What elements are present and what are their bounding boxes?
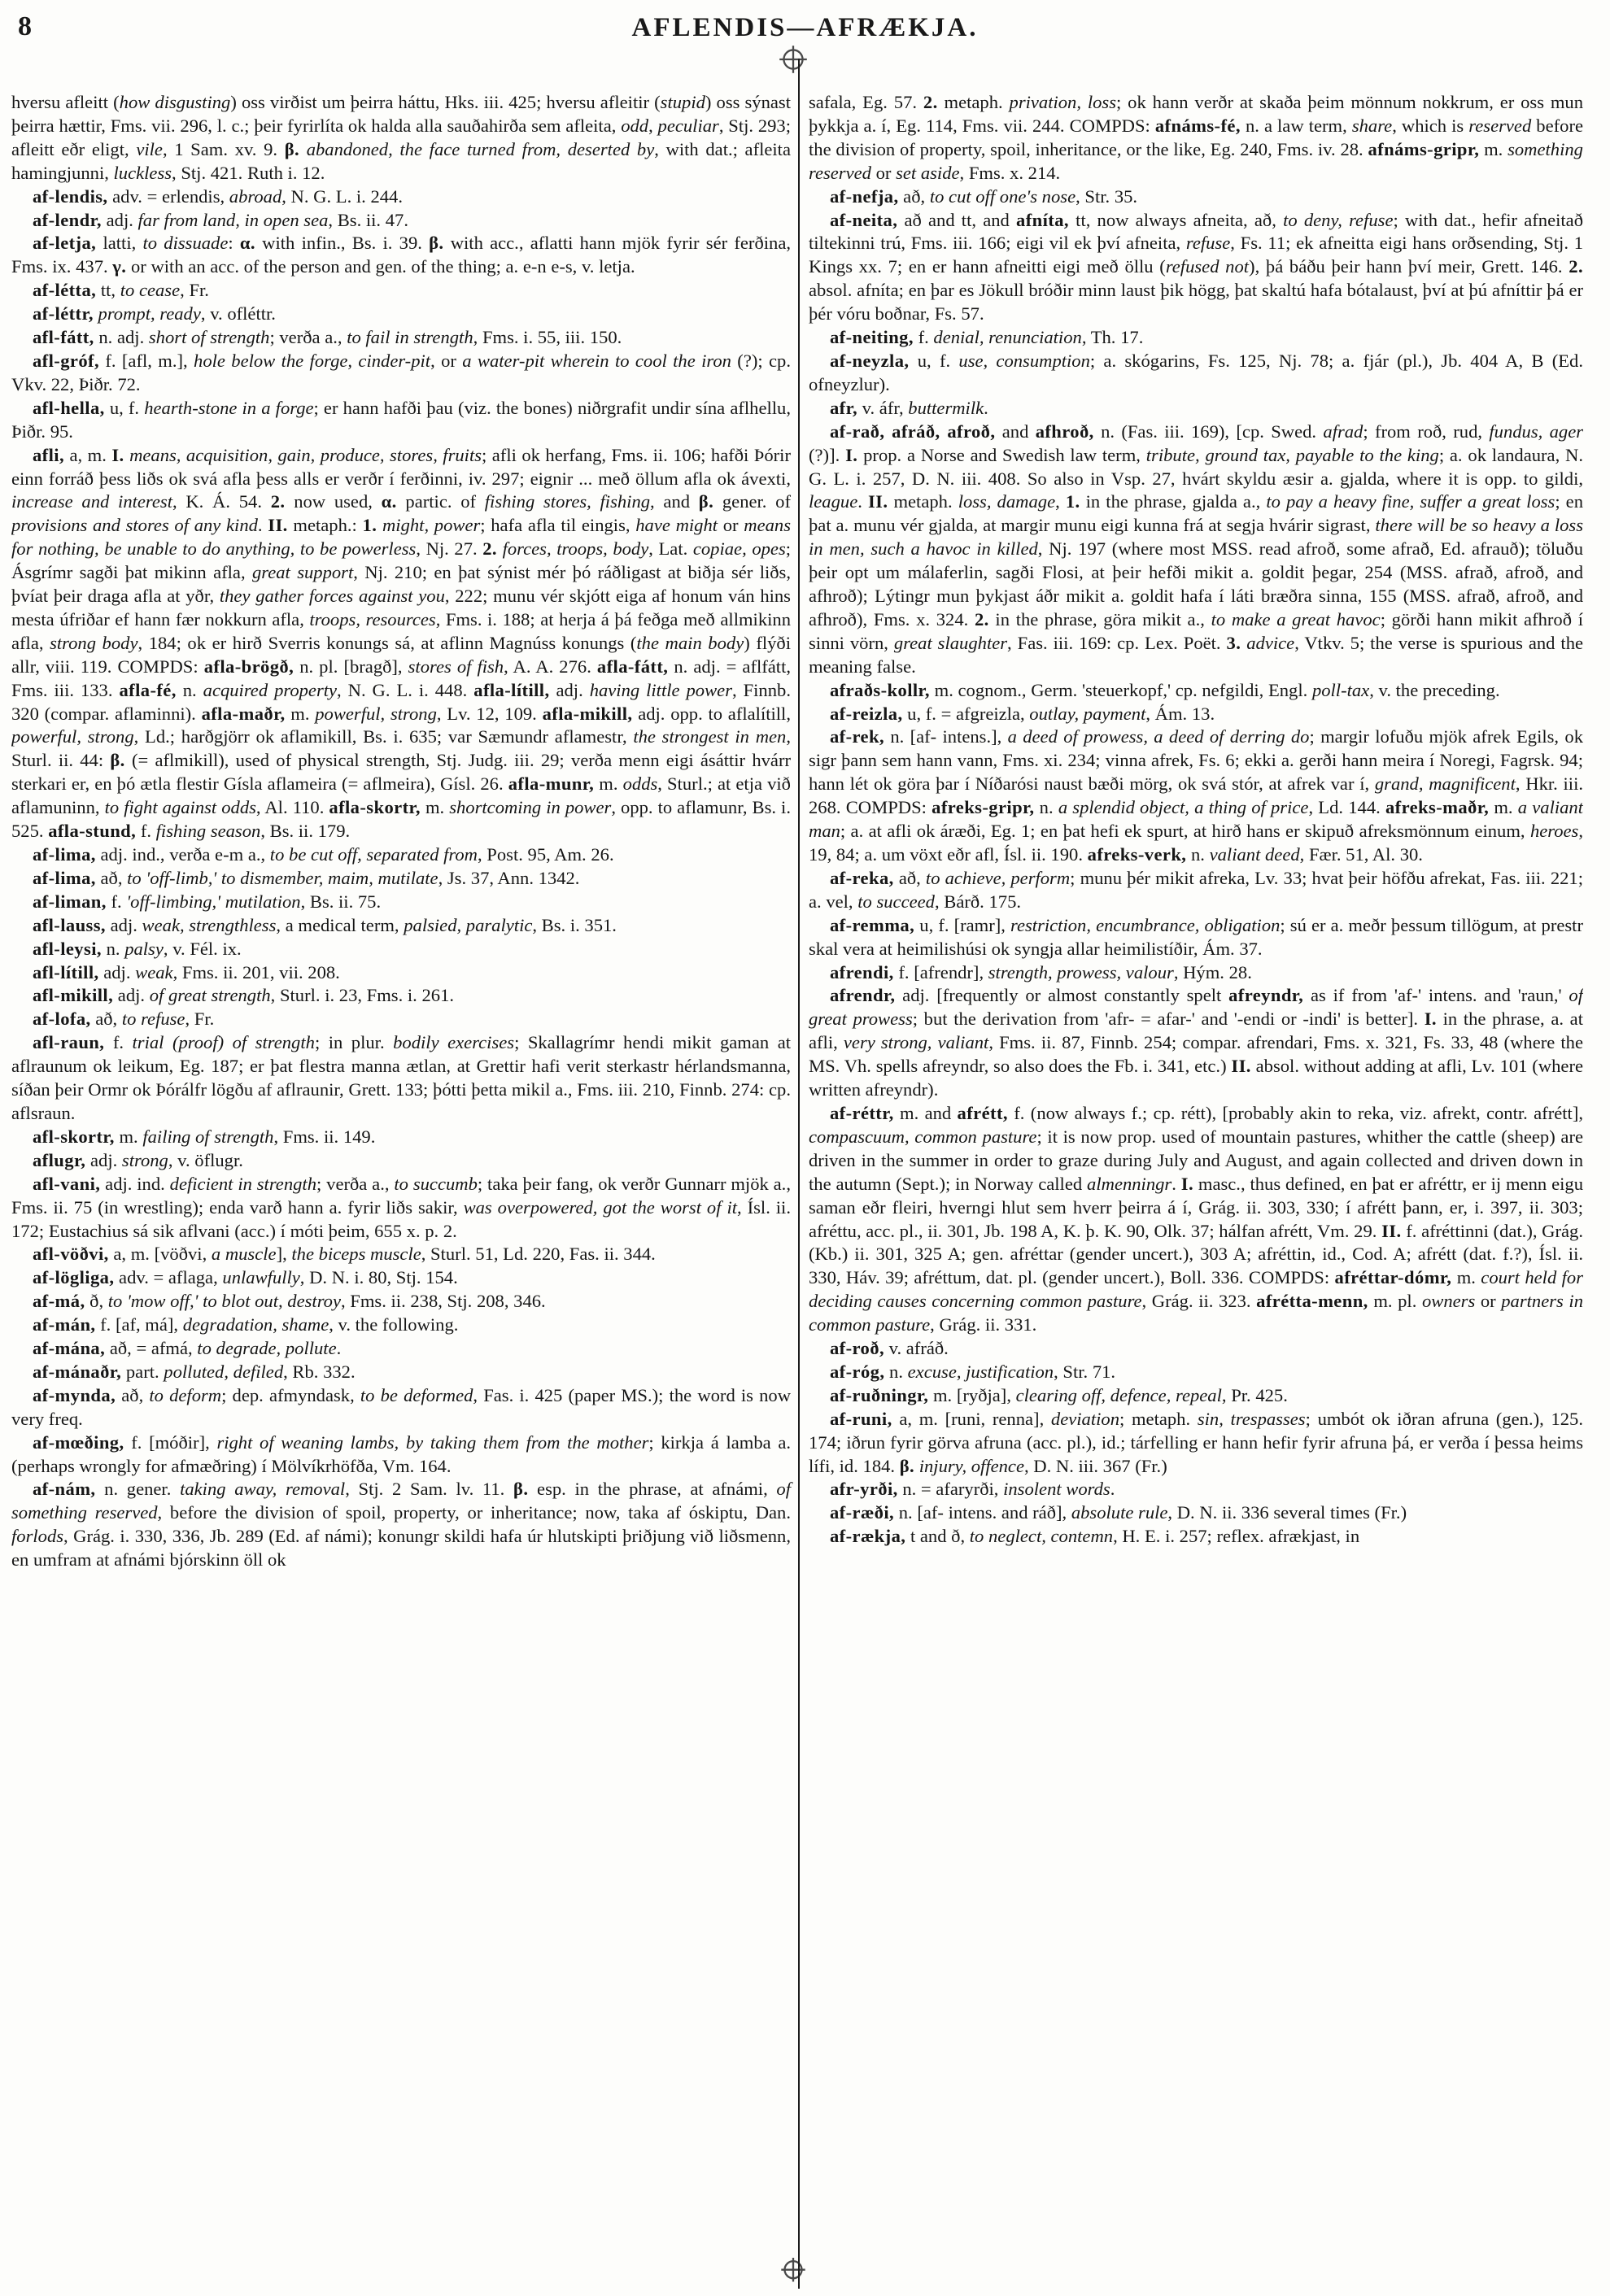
dictionary-entry: hversu afleitt (how disgusting) oss virðist um þeirra háttu, Hks. iii. 425; hversu afleitir (stupid) oss sýnast þeirra hættir, Fms. vii. 296, l. c.; þeir fyrirlíta ok halda alla sauðahirða sem afleita, odd, peculiar, Stj. 293; afleitt eðr eligt, vile, 1 Sam. xv. 9. β. abandoned, the face turned from, deserted by, with dat.; afleita hamingjunni, luckless, Stj. 421. Ruth i. 12. xyxy=(11,92,792,183)
dictionary-entry: af-lofa, að, to refuse, Fr. xyxy=(32,1009,215,1030)
dictionary-entry: afl-mikill, adj. of great strength, Sturl. i. 23, Fms. i. 261. xyxy=(32,985,455,1006)
dictionary-entry: af-létta, tt, to cease, Fr. xyxy=(32,280,209,301)
dictionary-entry: afr-yrði, n. = afaryrði, insolent words. xyxy=(829,1479,1115,1500)
dictionary-entry: afr, v. áfr, buttermilk. xyxy=(829,397,988,418)
dictionary-entry: af-réttr, m. and afrétt, f. (now always f.; cp. rétt), [probably akin to reka, viz. afrekt, contr. afrétt], compascuum, common pasture; it is now prop. used of mountain pastures, whither the cattle (sheep) are driven in the summer in order to graze during July and August, and again collected and driven down in the autumn (Sept.); in Norway called almenningr. I. masc., thus defined, en þat er afréttr, er ij menn eigu saman eðr fleiri, hverngi hlut sem hverr þeirra á í, Grág. ii. 303, 330; í afrétt þann, er, i. 397, ii. 303; afréttu, acc. pl., ii. 301, Jb. 198 A, K. þ. K. 90, Olk. 37; hálfan afrétt, Vm. 29. II. f. afréttinni (dat.), Grág. (Kb.) ii. 301, 325 A; gen. afréttar (gender uncert.), 303 A; afréttin, id., Cod. A; afrétt (dat. f.?), Ísl. ii. 330, Háv. 39; afréttum, dat. pl. (gender uncert.), Boll. 336. COMPDS: afréttar-dómr, m. court held for deciding causes concerning common pasture, Grág. ii. 323. afrétta-menn, m. pl. owners or partners in common pasture, Grág. ii. 331. xyxy=(809,1102,1583,1335)
dictionary-entry: af-ræði, n. [af- intens. and ráð], absolute rule, D. N. ii. 336 several times (Fr.) xyxy=(829,1502,1407,1523)
dictionary-entry: af-nefja, að, to cut off one's nose, Str. 35. xyxy=(829,185,1138,207)
page-title: AFLENDIS—AFRÆKJA. xyxy=(631,13,979,42)
dictionary-entry: afl-raun, f. trial (proof) of strength; in plur. bodily exercises; Skallagrímr hendi mikit gaman at aflraunum ok leikum, Eg. 187; er þat flestra manna ætlan, at Grettir hafi verit sterkastr hérlandsmanna, síðan þeir Ormr ok Þórálfr lögðu af aflraunir, Grett. 133; þótti þetta mikil a., Fms. iii. 210, Finnb. 274: cp. aflsraun. xyxy=(11,1032,791,1123)
dictionary-entry: afl-vani, adj. ind. deficient in strength; verða a., to succumb; taka þeir fang, ok verðr Gunnarr mjök a., Fms. ii. 75 (in wrestling); enda varð hann a. fyrir liðs sakir, was overpowered, got the worst of it, Ísl. ii. 172; Eustachius sá sik aflvani (acc.) í móti þeim, 655 x. p. 2. xyxy=(11,1173,791,1241)
dictionary-entry: af-mánaðr, part. polluted, defiled, Rb. 332. xyxy=(32,1361,356,1382)
dictionary-entry: af-remma, u, f. [ramr], restriction, encumbrance, obligation; sú er a. meðr þessum tillögum, at prestr skal vera at heimilishúsi ok syngja allar heimilistíðir, Ám. 37. xyxy=(809,914,1583,959)
dictionary-entry: af-mynda, að, to deform; dep. afmyndask, to be deformed, Fas. i. 425 (paper MS.); the word is now very freq. xyxy=(11,1384,792,1429)
dictionary-entry: af-lendr, adj. far from land, in open sea, Bs. ii. 47. xyxy=(32,209,408,230)
dictionary-entry: af-letja, latti, to dissuade: α. with infin., Bs. i. 39. β. with acc., aflatti hann mjök fyrir sér ferðina, Fms. ix. 437. γ. or with an acc. of the person and gen. of the thing; a. e-n e-s, v. letja. xyxy=(11,233,791,277)
dictionary-entry: af-lögliga, adv. = aflaga, unlawfully, D. N. i. 80, Stj. 154. xyxy=(32,1267,458,1288)
dictionary-entry: af-lima, adj. ind., verða e-m a., to be cut off, separated from, Post. 95, Am. 26. xyxy=(32,844,614,865)
dictionary-entry: afraðs-kollr, m. cognom., Germ. 'steuerkopf,' cp. nefgildi, Engl. poll-tax, v. the preceding. xyxy=(829,679,1500,700)
page-number: 8 xyxy=(18,11,32,41)
dictionary-entry: af-ruðningr, m. [ryðja], clearing off, defence, repeal, Pr. 425. xyxy=(829,1384,1288,1405)
dictionary-entry: af-léttr, prompt, ready, v. ofléttr. xyxy=(32,303,276,325)
column-left xyxy=(11,91,798,2289)
dictionary-entry: afl-leysi, n. palsy, v. Fél. ix. xyxy=(32,938,242,959)
dictionary-entry: af-má, ð, to 'mow off,' to blot out, destroy, Fms. ii. 238, Stj. 208, 346. xyxy=(32,1291,546,1312)
dictionary-entry: afl-fátt, n. adj. short of strength; verða a., to fail in strength, Fms. i. 55, iii. 150. xyxy=(32,327,622,348)
dictionary-entry: af-nám, n. gener. taking away, removal, Stj. 2 Sam. lv. 11. β. esp. in the phrase, at afnámi, of something reserved, before the division of spoil, property, or inheritance; now, taka af óskiptu, Dan. forlods, Grág. i. 330, 336, Jb. 289 (Ed. af námi); konungr skildi hafa úr hlutskipti þriðjung við liðsmenn, en umfram at afnámi bjórskinn öll ok xyxy=(11,1479,791,1571)
dictionary-entry: af-reka, að, to achieve, perform; munu þér mikit afreka, Lv. 33; hvat þeir höfðu afrekat, Fas. iii. 221; a. vel, to succeed, Bárð. 175. xyxy=(809,867,1583,912)
dictionary-entry: afrendr, adj. [frequently or almost constantly spelt afreyndr, as if from 'af-' intens. and 'raun,' of great prowess; but the derivation from 'afr- = afar-' and '-endi or -indi' is better]. I. in the phrase, a. at afli, very strong, valiant, Fms. ii. 87, Finnb. 254; compar. afrendari, Fms. x. 321, Fs. 33, 48 (where the MS. Vh. spells afreyndr, so also does the Fb. i. 341, etc.) II. absol. without adding at afli, Lv. 101 (where written afreyndr). xyxy=(809,985,1583,1100)
dictionary-entry: af-róg, n. excuse, justification, Str. 71. xyxy=(829,1361,1116,1382)
dictionary-entry: afli, a, m. I. means, acquisition, gain, produce, stores, fruits; afli ok herfang, Fms. ii. 106; hafði Þórir einn forráð þess liðs ok svá afla þess alls er verðr í ferðinni, iv. 297; eignir ... með öllum afla ok ávexti, increase and interest, K. Á. 54. 2. now used, α. partic. of fishing stores, fishing, and β. gener. of provisions and stores of any kind. II. metaph.: 1. might, power; hafa afla til eingis, have might or means for nothing, be unable to do anything, to be powerless, Nj. 27. 2. forces, troops, body, Lat. copiae, opes; Ásgrímr sagði þat mikinn afla, great support, Nj. 210; en þat sýnist mér þó ráðligast at biðja sér liðs, þvíat þeir draga afla at yðr, they gather forces against you, 222; munu vér skjótt eiga af honum ván hins mesta úfriðar ef hann fær nokkurn afla, troops, resources, Fms. i. 188; at herja á þá feðga með allmikinn afla, strong body, 184; ok er hirð Sverris konungs sá, at aflinn Magnúss konungs (the main body) flýði allr, viii. 119. COMPDS: afla-brögð, n. pl. [bragð], stores of fish, A. A. 276. afla-fátt, n. adj. = aflfátt, Fms. iii. 133. afla-fé, n. acquired property, N. G. L. i. 448. afla-lítill, adj. having little power, Finnb. 320 (compar. aflaminni). afla-maðr, m. powerful, strong, Lv. 12, 109. afla-mikill, adj. opp. to aflalítill, powerful, strong, Ld.; harðgjörr ok aflamikill, Bs. i. 635; var Sæmundr aflamestr, the strongest in men, Sturl. ii. 44: β. (= aflmikill), used of physical strength, Stj. Judg. iii. 29; verða menn eigi ásáttir hvárr sterkari er, en þó ætla flestir Gísla aflameira (= aflmeira), Gísl. 26. afla-munr, m. odds, Sturl.; at etja við aflamuninn, to fight against odds, Al. 110. afla-skortr, m. shortcoming in power, opp. to aflamunr, Bs. i. 525. afla-stund, f. fishing season, Bs. ii. 179. xyxy=(11,444,792,842)
dictionary-entry: af-rek, n. [af- intens.], a deed of prowess, a deed of derring do; margir lofuðu mjök afrek Egils, ok sigr þann sem hann vann, Fms. xi. 234; vinna afrek, Fs. 6; ekki a. gerði hann meira í Noregi, Fagrsk. 94; hann lét ok göra þar í Níðarósi naust bæði mörg, ok svá stór, at afrek var í, grand, magnificent, Hkr. iii. 268. COMPDS: afreks-gripr, n. a splendid object, a thing of price, Ld. 144. afreks-maðr, m. a valiant man; a. at afli ok áræði, Eg. 1; en þat hefi ek spurt, at hirð hans er skipuð afreksmönnum einum, heroes, 19, 84; a. um vöxt eðr afl, Ísl. ii. 190. afreks-verk, n. valiant deed, Fær. 51, Al. 30. xyxy=(809,726,1583,865)
dictionary-entry: afl-skortr, m. failing of strength, Fms. ii. 149. xyxy=(32,1126,376,1147)
dictionary-entry: af-neiting, f. denial, renunciation, Th. 17. xyxy=(829,327,1144,348)
ink-mark-icon xyxy=(776,42,810,76)
dictionary-entry: af-reizla, u, f. = afgreizla, outlay, payment, Ám. 13. xyxy=(829,703,1215,724)
dictionary-entry: af-mán, f. [af, má], degradation, shame, v. the following. xyxy=(32,1314,459,1335)
dictionary-entry: af-neita, að and tt, and afníta, tt, now always afneita, að, to deny, refuse; with dat., hefir afneitað tiltekinni trú, Fms. iii. 166; eigi vil ek því afneita, refuse, Fs. 11; ek afneitta eigi hans orðsending, Stj. 1 Kings xx. 7; en er hann afneitti eigi með öllu (refused not), þá báðu þeir hann því meir, Grett. 146. 2. absol. afníta; en þar es Jökull bróðir minn laust þik högg, þat skaltú hafa bótalaust, því at þú afníttir þá er þér vóru boðnar, Fs. 57. xyxy=(809,209,1583,325)
dictionary-entry: af-mána, að, = afmá, to degrade, pollute. xyxy=(32,1338,342,1359)
dictionary-entry: af-neyzla, u, f. use, consumption; a. skógarins, Fs. 125, Nj. 78; a. fjár (pl.), Jb. 404 A, B (Ed. ofneyzlur). xyxy=(809,350,1583,394)
dictionary-entry: afrendi, f. [afrendr], strength, prowess, valour, Hým. 28. xyxy=(829,961,1252,982)
dictionary-entry: afl-lauss, adj. weak, strengthless, a medical term, palsied, paralytic, Bs. i. 351. xyxy=(32,914,617,935)
dictionary-entry: afl-vöðvi, a, m. [vöðvi, a muscle], the biceps muscle, Sturl. 51, Ld. 220, Fas. ii. 344. xyxy=(32,1244,656,1265)
column-right xyxy=(800,91,1583,2289)
dictionary-entry: af-lendis, adv. = erlendis, abroad, N. G. L. i. 244. xyxy=(32,185,403,207)
dictionary-entry: afl-lítill, adj. weak, Fms. ii. 201, vii. 208. xyxy=(32,961,340,982)
dictionary-entry: safala, Eg. 57. 2. metaph. privation, loss; ok hann verðr at skaða þeim mönnum nokkrum, er oss mun þykkja a. í, Eg. 114, Fms. vii. 244. COMPDS: afnáms-fé, n. a law term, share, which is reserved before the division of property, spoil, inheritance, or the like, Eg. 240, Fms. iv. 28. afnáms-gripr, m. something reserved or set aside, Fms. x. 214. xyxy=(809,92,1583,183)
dictionary-entry: af-lima, að, to 'off-limb,' to dismember, maim, mutilate, Js. 37, Ann. 1342. xyxy=(32,867,580,888)
dictionary-entry: af-mœðing, f. [móðir], right of weaning lambs, by taking them from the mother; kirkja á lamba a. (perhaps wrongly for afmæðring) í Mölvíkrhöfða, Vm. 164. xyxy=(11,1431,791,1476)
dictionary-entry: afl-hella, u, f. hearth-stone in a forge; er hann hafði þau (viz. the bones) niðrgrafit undir sína aflhellu, Þiðr. 95. xyxy=(11,397,791,442)
dictionary-entry: aflugr, adj. strong, v. öflugr. xyxy=(32,1149,243,1170)
dictionary-entry: af-liman, f. 'off-limbing,' mutilation, Bs. ii. 75. xyxy=(32,891,382,912)
dictionary-entry: af-runi, a, m. [runi, renna], deviation; metaph. sin, trespasses; umbót ok iðran afruna (gen.), 125. 174; iðrun fyrir görva afruna (acc. pl.), id.; tárfelling er hann hefir fyrir afruna þá, er verða í þessa heims lífi, id. 184. β. injury, offence, D. N. iii. 367 (Fr.) xyxy=(809,1408,1583,1476)
dictionary-entry: afl-gróf, f. [afl, m.], hole below the forge, cinder-pit, or a water-pit wherein to cool the iron (?); cp. Vkv. 22, Þiðr. 72. xyxy=(11,350,791,394)
dictionary-entry: af-rað, afráð, afroð, and afhroð, n. (Fas. iii. 169), [cp. Swed. afrad; from roð, rud, fundus, ager (?)]. I. prop. a Norse and Swedish law term, tribute, ground tax, payable to the king; a. ok landaura, N. G. L. i. 257, D. N. iii. 408. So also in Vsp. 27, hvárt skyldu æsir a. gjalda, where it is opp. to gildi, league. II. metaph. loss, damage, 1. in the phrase, gjalda a., to pay a heavy fine, suffer a great loss; en þat a. munu vér gjalda, at margir munu eigi kunna frá at segja hvárir sigrast, there will be so heavy a loss in men, such a havoc in killed, Nj. 197 (where most MSS. read afroð, some afrað, Ed. afrauð); töluðu þeir opt um málaferlin, sagði Flosi, at þeir hefði mikit a. goldit þegar, 254 (MSS. afrað, afroð, and afhroð); Lýtingr mun þykjast áðr mikit a. goldit hafa í láti bræðra sinna, 155 (MSS. afrað, afroð, and afhroð), Fms. x. 324. 2. in the phrase, göra mikit a., to make a great havoc; görði hann mikit afhroð í sinni vörn, great slaughter, Fas. iii. 169: cp. Lex. Poët. 3. advice, Vtkv. 5; the verse is spurious and the meaning false. xyxy=(809,420,1583,677)
dictionary-entry: af-roð, v. afráð. xyxy=(829,1338,949,1359)
dictionary-entry: af-rækja, t and ð, to neglect, contemn, H. E. i. 257; reflex. afrækjast, in xyxy=(829,1526,1360,1547)
text-area xyxy=(11,91,1600,2289)
